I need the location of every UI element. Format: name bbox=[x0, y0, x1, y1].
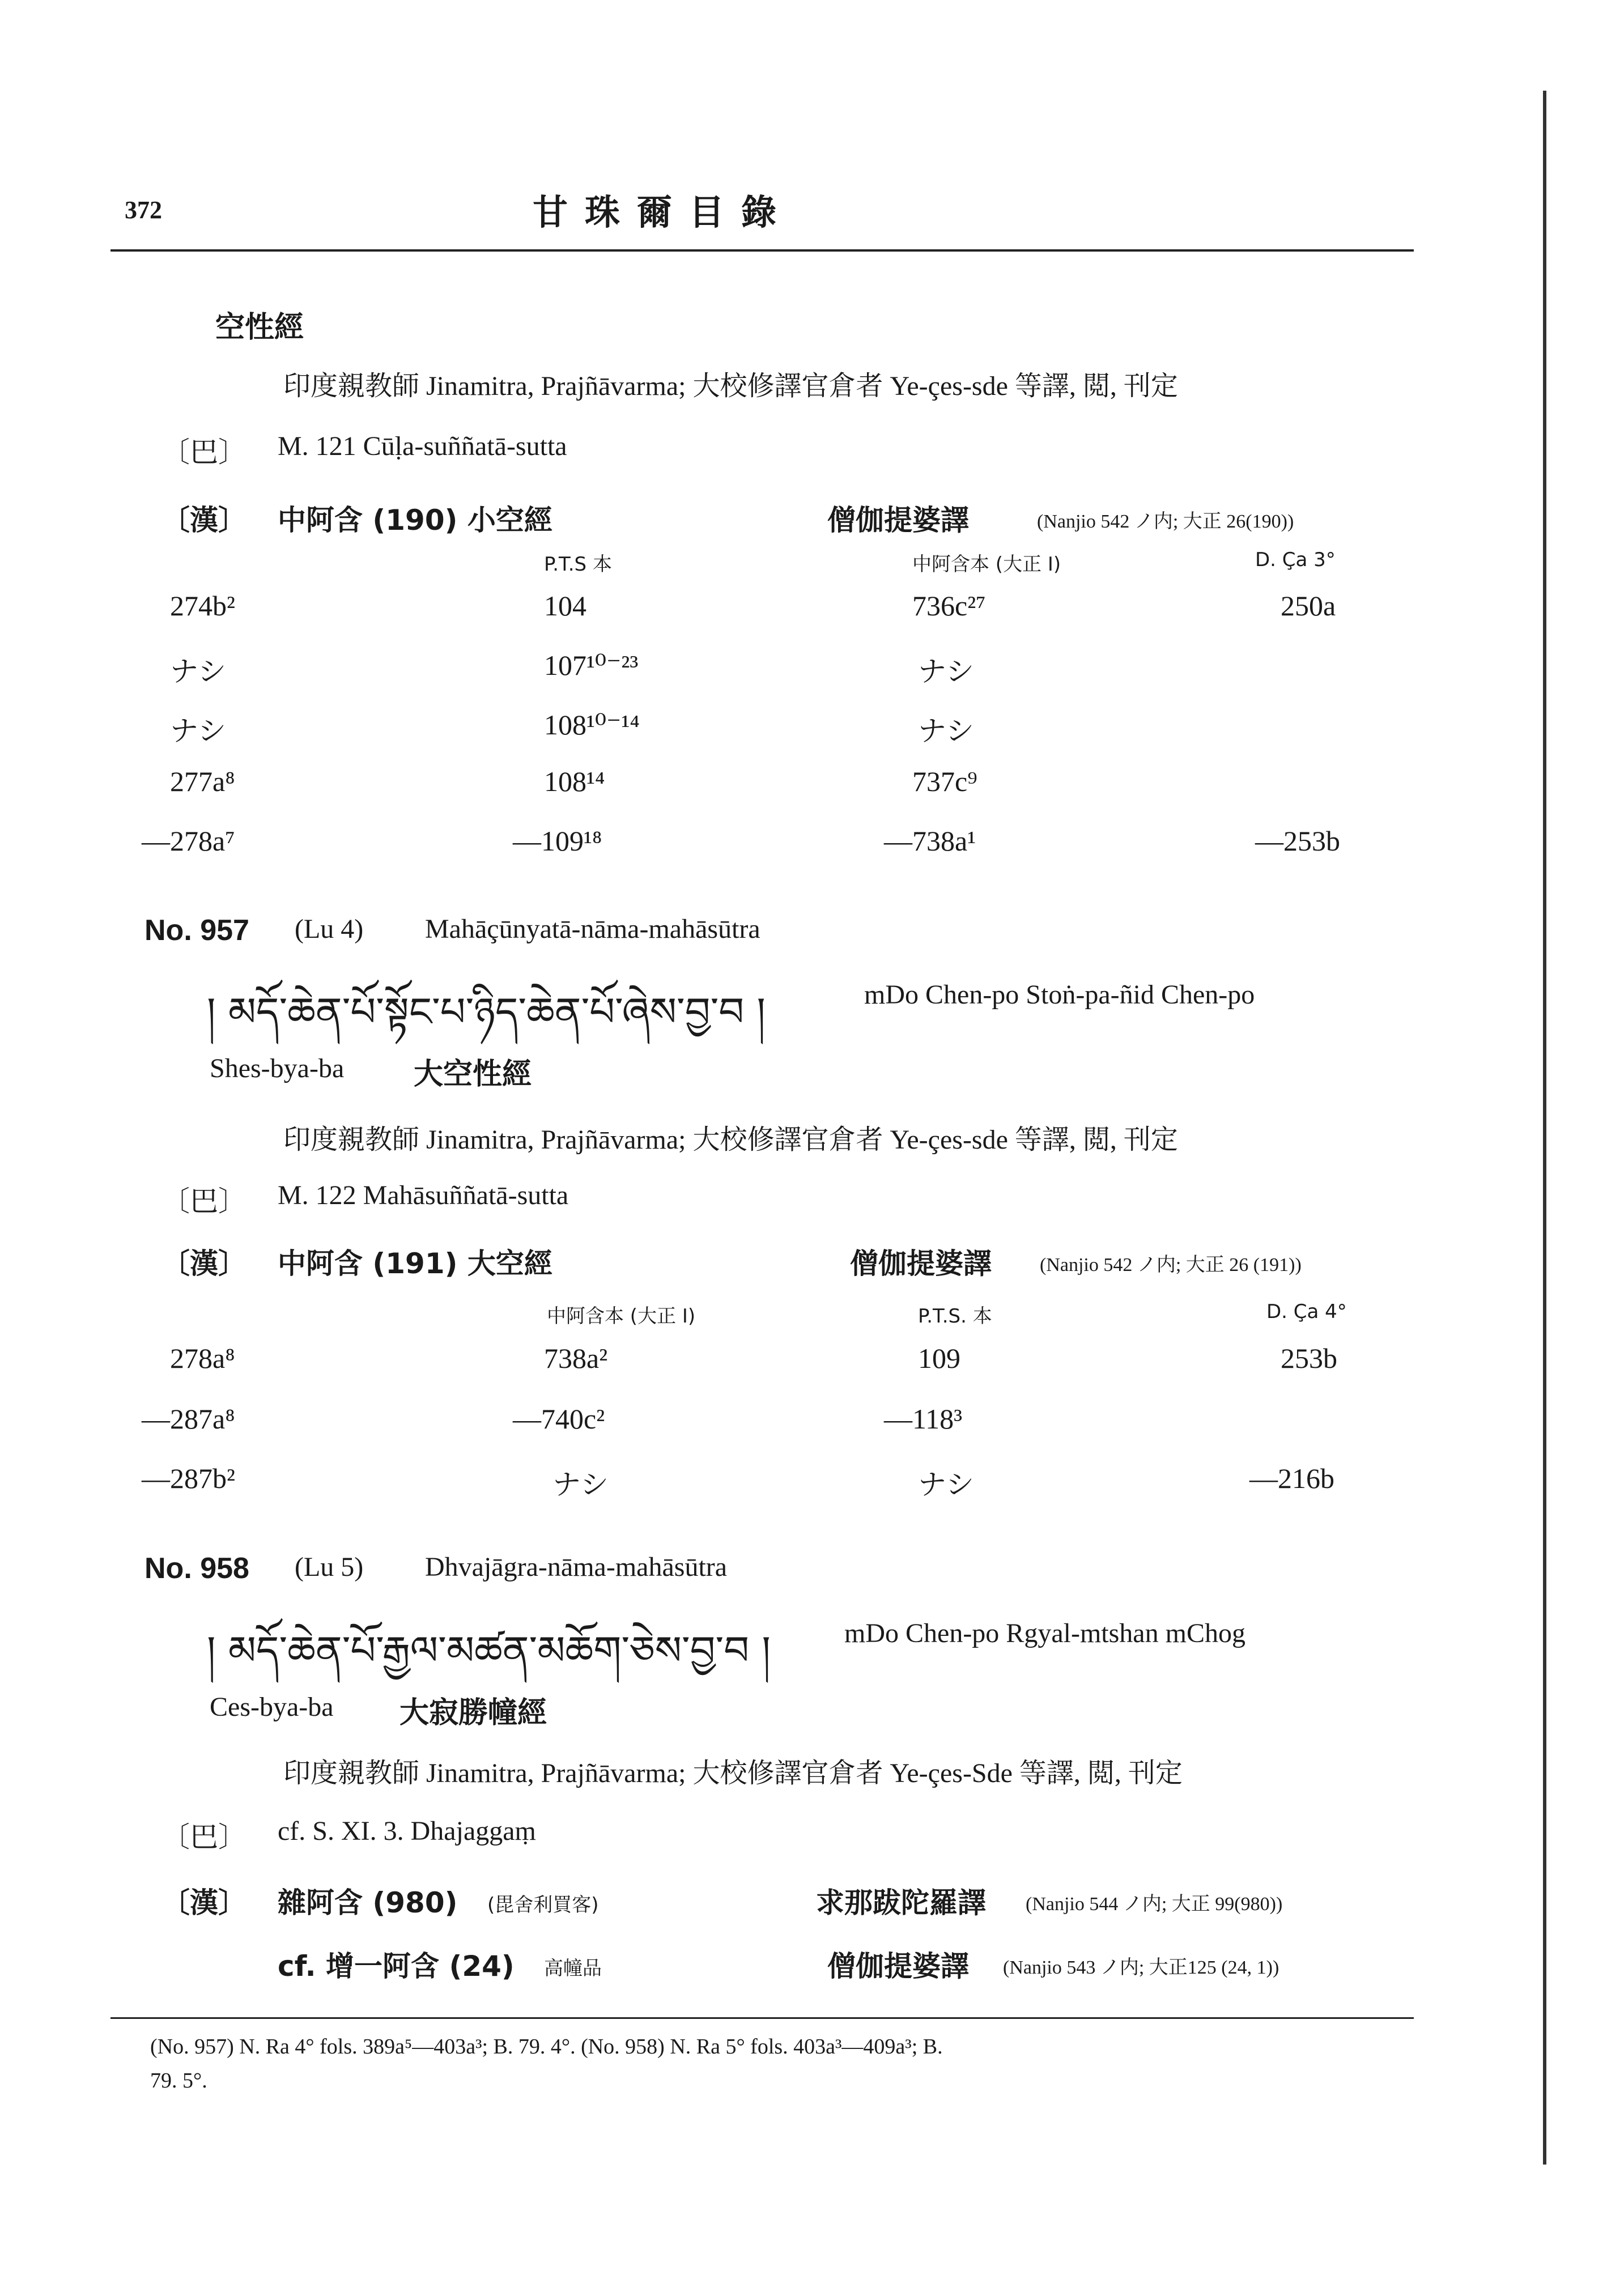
entry958-chinese-title: 大寂勝幢經 bbox=[399, 1696, 547, 1730]
table-cell: —109¹⁸ bbox=[513, 825, 602, 857]
table-cell: 108¹⁰⁻¹⁴ bbox=[544, 709, 640, 741]
table-cell: —287a⁸ bbox=[142, 1403, 235, 1435]
entry956-th-chuagon: 中阿含本 (大正 I) bbox=[912, 553, 1061, 576]
entry957-th-derge: D. Ça 4° bbox=[1266, 1300, 1347, 1323]
entry956-han-ref: 中阿含 (190) 小空經 bbox=[278, 504, 552, 537]
header-rule bbox=[110, 249, 1414, 252]
table-cell: —740c² bbox=[513, 1403, 605, 1435]
entry958-han-note1: (Nanjio 544 ノ内; 大正 99(980)) bbox=[1026, 1894, 1283, 1915]
table-cell: —738a¹ bbox=[884, 825, 976, 857]
entry957-romanized: mDo Chen-po Stoṅ-pa-ñid Chen-po bbox=[864, 980, 1255, 1010]
entry958-lu: (Lu 5) bbox=[295, 1552, 364, 1582]
entry958-pali-ref: cf. S. XI. 3. Dhajaggaṃ bbox=[278, 1816, 536, 1846]
entry958-han-translator1: 求那跋陀羅譯 bbox=[816, 1886, 986, 1919]
entry958-han-note2: (Nanjio 543 ノ内; 大正125 (24, 1)) bbox=[1003, 1957, 1279, 1978]
entry956-th-derge: D. Ça 3° bbox=[1255, 549, 1336, 571]
entry956-pali-label: 〔巴〕 bbox=[161, 436, 246, 469]
entry958-sanskrit: Dhvajāgra-nāma-mahāsūtra bbox=[425, 1552, 728, 1582]
table-cell: ナシ bbox=[170, 715, 226, 747]
table-cell: —216b bbox=[1249, 1462, 1334, 1494]
entry958-han-ref1-note: (毘舍利買客) bbox=[487, 1894, 599, 1916]
footnote-rule bbox=[110, 2017, 1414, 2019]
entry958-tibetan: ། མདོ་ཆེན་པོ་རྒྱལ་མཚན་མཆོག་ཅེས་བྱ་བ ། bbox=[207, 1627, 771, 1674]
entry957-chinese-title: 大空性經 bbox=[414, 1057, 532, 1091]
entry958-han-ref2: cf. 增一阿含 (24) bbox=[278, 1950, 515, 1983]
entry957-lu: (Lu 4) bbox=[295, 914, 364, 944]
table-cell: ナシ bbox=[918, 715, 974, 747]
entry957-han-note: (Nanjio 542 ノ内; 大正 26 (191)) bbox=[1040, 1255, 1302, 1275]
entry957-th-pts: P.T.S. 本 bbox=[918, 1305, 992, 1328]
entry957-th-chuagon: 中阿含本 (大正 I) bbox=[547, 1305, 696, 1328]
page-title: 甘珠爾目錄 bbox=[533, 192, 794, 233]
entry957-pali-ref: M. 122 Mahāsuññatā-sutta bbox=[278, 1180, 569, 1210]
entry956-han-translator: 僧伽提婆譯 bbox=[827, 504, 969, 537]
entry958-han-ref1: 雜阿含 (980) bbox=[278, 1886, 458, 1919]
entry957-pali-label: 〔巴〕 bbox=[161, 1185, 246, 1218]
entry958-romanized: mDo Chen-po Rgyal-mtshan mChog bbox=[844, 1618, 1245, 1648]
entry956-pali-ref: M. 121 Cūḷa-suññatā-sutta bbox=[278, 431, 567, 461]
entry957-sanskrit: Mahāçūnyatā-nāma-mahāsūtra bbox=[425, 914, 760, 944]
table-cell: 109 bbox=[918, 1342, 960, 1374]
table-cell: 107¹⁰⁻²³ bbox=[544, 649, 639, 681]
table-cell: 738a² bbox=[544, 1342, 608, 1374]
table-cell: —253b bbox=[1255, 825, 1340, 857]
table-cell: 737c⁹ bbox=[912, 766, 977, 797]
table-cell: 274b² bbox=[170, 590, 235, 622]
table-cell: —287b² bbox=[142, 1462, 235, 1494]
entry958-translators: 印度親教師 Jinamitra, Prajñāvarma; 大校修譯官倉者 Ye-çes-Sde 等譯, 閲, 刊定 bbox=[283, 1758, 1183, 1788]
entry957-han-translator: 僧伽提婆譯 bbox=[850, 1247, 992, 1280]
entry957-tibetan: ། མདོ་ཆེན་པོ་སྟོང་པ་ཉིད་ཆེན་པོ་ཞེས་བྱ་བ ། bbox=[207, 989, 766, 1035]
table-cell: —118³ bbox=[884, 1403, 963, 1435]
table-cell: 277a⁸ bbox=[170, 766, 235, 797]
table-cell: 253b bbox=[1281, 1342, 1337, 1374]
entry958-romanized-cont: Ces-bya-ba bbox=[210, 1692, 334, 1722]
table-cell: ナシ bbox=[918, 655, 974, 688]
entry958-number: No. 958 bbox=[144, 1552, 249, 1585]
entry958-han-translator2: 僧伽提婆譯 bbox=[827, 1950, 969, 1983]
entry958-han-label: 〔漢〕 bbox=[161, 1886, 246, 1919]
entry956-han-label: 〔漢〕 bbox=[161, 504, 246, 537]
table-cell: 250a bbox=[1281, 590, 1336, 622]
page-number: 372 bbox=[125, 196, 162, 224]
entry956-title: 空性經 bbox=[215, 311, 304, 345]
entry958-han-ref2-note: 高幢品 bbox=[544, 1957, 602, 1980]
entry957-han-label: 〔漢〕 bbox=[161, 1247, 246, 1280]
entry957-romanized-cont: Shes-bya-ba bbox=[210, 1053, 345, 1083]
table-cell: —278a⁷ bbox=[142, 825, 235, 857]
entry956-translators: 印度親教師 Jinamitra, Prajñāvarma; 大校修譯官倉者 Ye-çes-sde 等譯, 閲, 刊定 bbox=[283, 371, 1178, 401]
table-cell: 278a⁸ bbox=[170, 1342, 235, 1374]
table-cell: ナシ bbox=[918, 1468, 974, 1501]
entry957-translators: 印度親教師 Jinamitra, Prajñāvarma; 大校修譯官倉者 Ye-çes-sde 等譯, 閲, 刊定 bbox=[283, 1125, 1178, 1155]
table-cell: 108¹⁴ bbox=[544, 766, 605, 797]
table-cell: 736c²⁷ bbox=[912, 590, 986, 622]
table-cell: 104 bbox=[544, 590, 586, 622]
entry956-han-note: (Nanjio 542 ノ内; 大正 26(190)) bbox=[1037, 511, 1294, 532]
table-cell: ナシ bbox=[552, 1468, 609, 1501]
table-cell: ナシ bbox=[170, 655, 226, 688]
page-edge-line bbox=[1543, 91, 1546, 2165]
entry957-number: No. 957 bbox=[144, 914, 249, 947]
footnote-line1: (No. 957) N. Ra 4° fols. 389a⁵—403a³; B. 79. 4°. (No. 958) N. Ra 5° fols. 403a³—409a³; B. bbox=[150, 2035, 943, 2059]
entry956-th-pts: P.T.S 本 bbox=[544, 553, 612, 576]
entry957-han-ref: 中阿含 (191) 大空經 bbox=[278, 1247, 552, 1280]
entry958-pali-label: 〔巴〕 bbox=[161, 1821, 246, 1853]
footnote-line2: 79. 5°. bbox=[150, 2069, 207, 2093]
